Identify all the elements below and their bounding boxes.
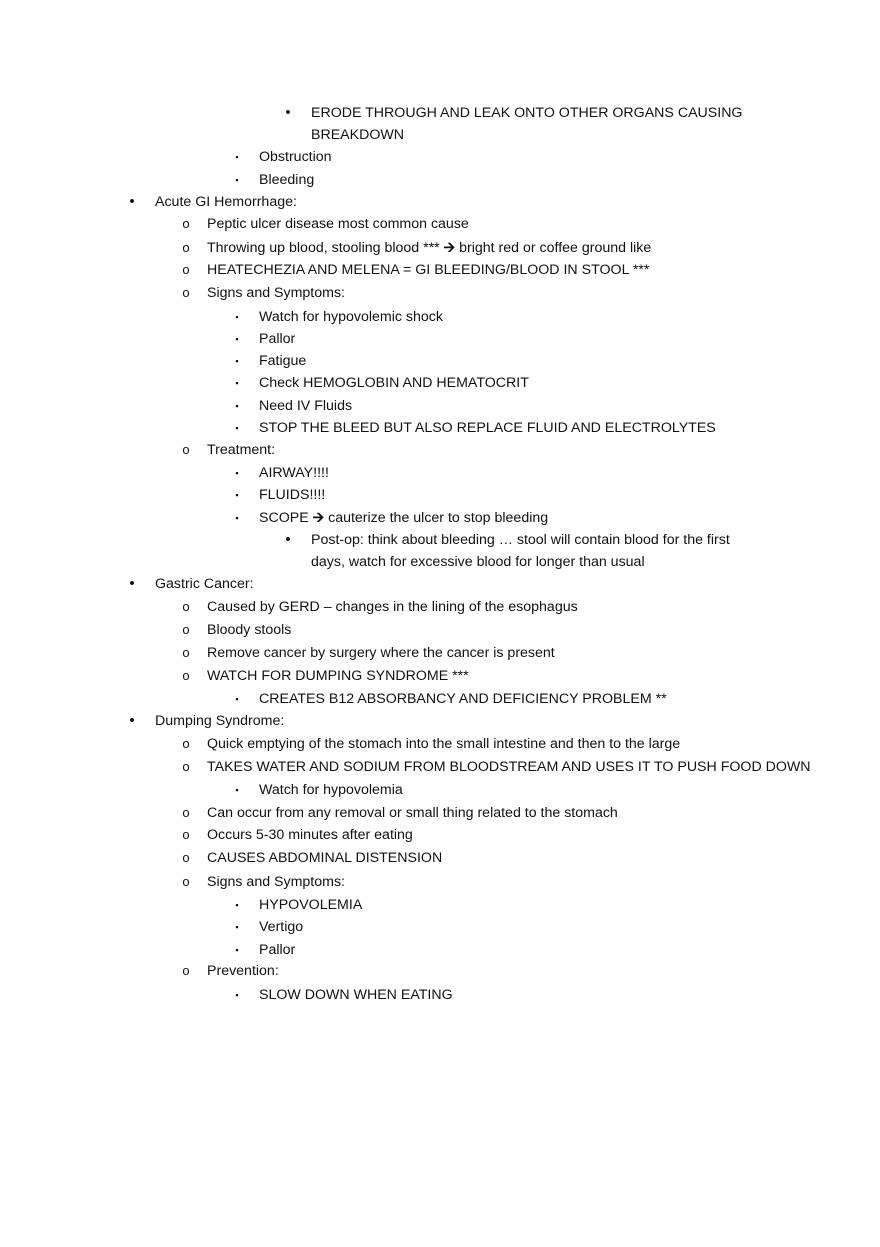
list-item-text-main: Obstruction xyxy=(259,149,332,165)
list-item-text xyxy=(155,191,297,213)
list-item-text-main: Pallor xyxy=(259,942,296,958)
detail-list-item xyxy=(0,939,880,961)
list-item-text xyxy=(259,688,667,710)
bullet-circle-icon: o xyxy=(182,622,190,637)
list-item-text-main: Peptic ulcer disease most common cause xyxy=(207,216,469,232)
bullet-circle-icon: o xyxy=(182,874,190,889)
list-item-text-main: SCOPE xyxy=(259,510,313,526)
sub-list-item xyxy=(0,665,880,687)
sub-list-item xyxy=(0,802,880,824)
list-item-text-main: Throwing up blood, stooling blood *** xyxy=(207,240,444,256)
list-item-text xyxy=(259,395,352,417)
list-item-text-main: AIRWAY!!!! xyxy=(259,465,329,481)
list-item-text xyxy=(207,259,649,281)
bullet-square-icon: ▪ xyxy=(235,378,239,388)
list-item-text-main: Fatigue xyxy=(259,353,307,369)
list-item-text-main: Gastric Cancer: xyxy=(155,576,254,592)
list-item-text xyxy=(207,871,345,893)
bullet-disc-icon: • xyxy=(285,104,291,121)
sub-list-item xyxy=(0,237,880,259)
top-level-list-item xyxy=(0,710,880,732)
list-item-text xyxy=(207,237,651,259)
list-item-text xyxy=(259,146,332,168)
list-item-text xyxy=(311,529,730,551)
bullet-circle-icon: o xyxy=(182,805,190,820)
bullet-square-icon: ▪ xyxy=(235,922,239,932)
bullet-square-icon: ▪ xyxy=(235,785,239,795)
bullet-circle-icon: o xyxy=(182,240,190,255)
arrow-right-icon: 🡪 xyxy=(312,510,325,526)
bullet-circle-icon: o xyxy=(182,262,190,277)
list-item-text-main: Post-op: think about bleeding … stool will contain blood for the first xyxy=(311,532,730,548)
list-item-text xyxy=(259,894,362,916)
list-item-text xyxy=(259,779,403,801)
bullet-circle-icon: o xyxy=(182,216,190,231)
list-item-text-main: Bloody stools xyxy=(207,622,292,638)
bullet-square-icon: ▪ xyxy=(235,490,239,500)
list-item-text-main: Occurs 5-30 minutes after eating xyxy=(207,827,413,843)
list-item-text xyxy=(207,733,680,755)
sub-list-item xyxy=(0,824,880,846)
list-item-text-main: Signs and Symptoms: xyxy=(207,874,345,890)
sub-list-item xyxy=(0,619,880,641)
bullet-square-icon: ▪ xyxy=(235,175,239,185)
bullet-disc-icon: • xyxy=(285,531,291,548)
list-item-text xyxy=(259,916,303,938)
bullet-square-icon: ▪ xyxy=(235,423,239,433)
list-item-text xyxy=(259,350,306,372)
list-item-text-main: days, watch for excessive blood for longer than usual xyxy=(311,554,645,570)
sub-list-item xyxy=(0,642,880,664)
bullet-square-icon: ▪ xyxy=(235,694,239,704)
list-item-text xyxy=(207,756,811,778)
list-item-text xyxy=(259,984,453,1006)
list-item-text-main: Pallor xyxy=(259,331,296,347)
sub-list-item xyxy=(0,733,880,755)
sub-list-item xyxy=(0,282,880,304)
list-item-text xyxy=(207,619,291,641)
list-item-text-main: HEATECHEZIA AND MELENA = GI BLEEDING/BLOOD IN STOOL *** xyxy=(207,262,650,278)
detail-list-item xyxy=(0,328,880,350)
bullet-circle-icon: o xyxy=(182,285,190,300)
detail-list-item xyxy=(0,507,880,529)
bullet-square-icon: ▪ xyxy=(235,513,239,523)
list-item-text-after: bright red or coffee ground like xyxy=(455,240,652,256)
list-item-text xyxy=(207,282,345,304)
sub-list-item xyxy=(0,259,880,281)
list-item-text xyxy=(207,824,413,846)
list-item-text-main: BREAKDOWN xyxy=(311,127,405,143)
detail-list-item xyxy=(0,916,880,938)
bullet-circle-icon: o xyxy=(182,668,190,683)
list-item-text xyxy=(155,573,254,595)
note-list-item xyxy=(0,529,880,551)
list-item-text xyxy=(259,507,548,529)
list-item-text xyxy=(311,551,645,573)
bullet-circle-icon: o xyxy=(182,827,190,842)
list-item-text xyxy=(259,306,443,328)
detail-list-item xyxy=(0,372,880,394)
list-item-text-main: Prevention: xyxy=(207,963,279,979)
bullet-disc-icon: • xyxy=(129,575,135,592)
detail-list-item xyxy=(0,306,880,328)
bullet-circle-icon: o xyxy=(182,759,190,774)
note-list-item xyxy=(0,124,880,146)
list-item-text-main: STOP THE BLEED BUT ALSO REPLACE FLUID AND ELECTROLYTES xyxy=(259,420,716,436)
detail-list-item xyxy=(0,779,880,801)
bullet-square-icon: ▪ xyxy=(235,401,239,411)
bullet-square-icon: ▪ xyxy=(235,468,239,478)
list-item-text xyxy=(207,596,578,618)
list-item-text-main: CAUSES ABDOMINAL DISTENSION xyxy=(207,850,443,866)
list-item-text-main: Need IV Fluids xyxy=(259,398,353,414)
list-item-text xyxy=(207,665,469,687)
list-item-text-main: HYPOVOLEMIA xyxy=(259,897,363,913)
list-item-text-main: ERODE THROUGH AND LEAK ONTO OTHER ORGANS CAUSING xyxy=(311,105,743,121)
list-item-text xyxy=(207,439,275,461)
bullet-circle-icon: o xyxy=(182,645,190,660)
detail-list-item xyxy=(0,146,880,168)
sub-list-item xyxy=(0,871,880,893)
top-level-list-item xyxy=(0,191,880,213)
list-item-text xyxy=(259,484,325,506)
list-item-text-after: cauterize the ulcer to stop bleeding xyxy=(324,510,549,526)
list-item-text-main: CREATES B12 ABSORBANCY AND DEFICIENCY PROBLEM ** xyxy=(259,691,667,707)
list-item-text xyxy=(311,124,404,146)
bullet-circle-icon: o xyxy=(182,736,190,751)
list-item-text xyxy=(207,802,618,824)
bullet-circle-icon: o xyxy=(182,850,190,865)
sub-list-item xyxy=(0,847,880,869)
bullet-circle-icon: o xyxy=(182,442,190,457)
note-list-item xyxy=(0,102,880,124)
list-item-text-main: SLOW DOWN WHEN EATING xyxy=(259,987,453,1003)
list-item-text xyxy=(259,939,295,961)
list-item-text-main: Treatment: xyxy=(207,442,276,458)
detail-list-item xyxy=(0,484,880,506)
list-item-text-main: WATCH FOR DUMPING SYNDROME *** xyxy=(207,668,469,684)
bullet-square-icon: ▪ xyxy=(235,356,239,366)
list-item-text-main: TAKES WATER AND SODIUM FROM BLOODSTREAM AND USES IT TO PUSH FOOD DOWN xyxy=(207,759,811,775)
list-item-text-main: FLUIDS!!!! xyxy=(259,487,326,503)
list-item-text xyxy=(207,213,469,235)
list-item-text-main: Remove cancer by surgery where the cancer is present xyxy=(207,645,555,661)
bullet-circle-icon: o xyxy=(182,599,190,614)
list-item-text-main: Watch for hypovolemic shock xyxy=(259,309,443,325)
bullet-square-icon: ▪ xyxy=(235,152,239,162)
arrow-right-icon: 🡪 xyxy=(443,240,456,256)
list-item-text xyxy=(311,102,742,124)
detail-list-item xyxy=(0,462,880,484)
bullet-square-icon: ▪ xyxy=(235,312,239,322)
bullet-square-icon: ▪ xyxy=(235,334,239,344)
list-item-text xyxy=(207,960,279,982)
list-item-text-main: Quick emptying of the stomach into the small intestine and then to the large xyxy=(207,736,681,752)
detail-list-item xyxy=(0,417,880,439)
note-list-item xyxy=(0,551,880,573)
bullet-disc-icon: • xyxy=(129,193,135,210)
sub-list-item xyxy=(0,439,880,461)
list-item-text xyxy=(207,847,442,869)
sub-list-item xyxy=(0,596,880,618)
detail-list-item xyxy=(0,984,880,1006)
list-item-text-main: Acute GI Hemorrhage: xyxy=(155,194,297,210)
bullet-circle-icon: o xyxy=(182,963,190,978)
list-item-text xyxy=(259,372,529,394)
sub-list-item xyxy=(0,756,880,778)
list-item-text-main: Caused by GERD – changes in the lining of the esophagus xyxy=(207,599,578,615)
list-item-text-main: Can occur from any removal or small thing related to the stomach xyxy=(207,805,618,821)
list-item-text-main: Signs and Symptoms: xyxy=(207,285,345,301)
list-item-text-main: Watch for hypovolemia xyxy=(259,782,403,798)
list-item-text xyxy=(259,169,314,191)
bullet-square-icon: ▪ xyxy=(235,945,239,955)
sub-list-item xyxy=(0,960,880,982)
list-item-text-main: Check HEMOGLOBIN AND HEMATOCRIT xyxy=(259,375,529,391)
detail-list-item xyxy=(0,350,880,372)
top-level-list-item xyxy=(0,573,880,595)
list-item-text-main: Dumping Syndrome: xyxy=(155,713,285,729)
list-item-text xyxy=(155,710,284,732)
list-item-text xyxy=(259,462,329,484)
detail-list-item xyxy=(0,395,880,417)
bullet-disc-icon: • xyxy=(129,712,135,729)
list-item-text xyxy=(259,417,716,439)
list-item-text-main: Vertigo xyxy=(259,919,304,935)
list-item-text xyxy=(259,328,295,350)
list-item-text-main: Bleeding xyxy=(259,172,315,188)
sub-list-item xyxy=(0,213,880,235)
detail-list-item xyxy=(0,894,880,916)
list-item-text xyxy=(207,642,555,664)
bullet-square-icon: ▪ xyxy=(235,990,239,1000)
detail-list-item xyxy=(0,169,880,191)
detail-list-item xyxy=(0,688,880,710)
bullet-square-icon: ▪ xyxy=(235,900,239,910)
